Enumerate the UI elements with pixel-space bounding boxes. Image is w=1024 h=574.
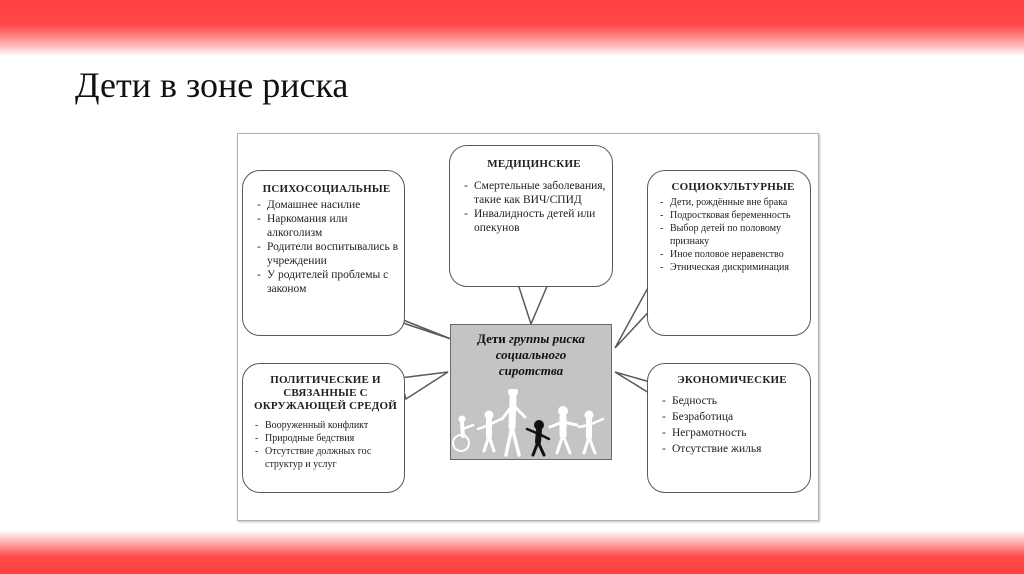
list-item: - Вооруженный конфликт xyxy=(253,419,398,432)
psychosocial-list xyxy=(255,198,398,296)
medical-box xyxy=(449,145,613,287)
economic-list xyxy=(660,393,804,457)
economic-box xyxy=(647,363,811,493)
center-line-3: сиротства xyxy=(498,363,564,378)
medical-list xyxy=(462,179,606,235)
economic-title: ЭКОНОМИЧЕСКИЕ xyxy=(677,374,787,386)
list-item: - Подростковая беременность xyxy=(658,209,808,222)
political-box xyxy=(242,363,405,493)
political-list xyxy=(253,419,398,471)
diagram-panel xyxy=(237,133,819,521)
list-item: - Иное половое неравенство xyxy=(658,248,808,261)
sociocultural-box xyxy=(647,170,811,336)
top-red-band xyxy=(0,0,1024,56)
children-figures-illustration xyxy=(451,389,611,459)
list-item: - Смертельные заболевания, такие как ВИЧ/СПИД xyxy=(462,179,606,207)
political-pointer xyxy=(400,372,448,399)
psychosocial-box xyxy=(242,170,405,336)
list-item: - Неграмотность xyxy=(660,425,804,441)
list-item: - Домашнее насилие xyxy=(255,198,398,212)
psychosocial-title: ПСИХОСОЦИАЛЬНЫЕ xyxy=(262,183,391,195)
list-item: - Этническая дискриминация xyxy=(658,261,808,274)
sociocultural-title: СОЦИОКУЛЬТУРНЫЕ xyxy=(671,181,795,193)
list-item: - Природные бедствия xyxy=(253,432,398,445)
medical-title: МЕДИЦИНСКИЕ xyxy=(487,158,581,170)
list-item: - Дети, рождённые вне брака xyxy=(658,196,808,209)
slide-title: Дети в зоне риска xyxy=(75,65,349,105)
center-line-2: социального xyxy=(495,347,567,362)
sociocultural-list xyxy=(658,196,808,274)
center-line-1: Дети группы риска xyxy=(477,331,585,346)
list-item: - Выбор детей по половому признаку xyxy=(658,222,808,248)
list-item: - Отсутствие должных гос структур и услуг xyxy=(253,445,398,471)
list-item: - Безработица xyxy=(660,409,804,425)
list-item: - У родителей проблемы с законом xyxy=(255,268,398,296)
bottom-red-band xyxy=(0,530,1024,574)
list-item: - Наркомания или алкоголизм xyxy=(255,212,398,240)
center-box xyxy=(450,324,612,460)
medical-pointer xyxy=(518,284,548,324)
list-item: - Родители воспитывались в учреждении xyxy=(255,240,398,268)
list-item: - Инвалидность детей или опекунов xyxy=(462,207,606,235)
list-item: - Бедность xyxy=(660,393,804,409)
list-item: - Отсутствие жилья xyxy=(660,441,804,457)
political-title: ПОЛИТИЧЕСКИЕ И СВЯЗАННЫЕ С ОКРУЖАЮЩЕЙ СРЕДОЙ xyxy=(253,374,398,412)
